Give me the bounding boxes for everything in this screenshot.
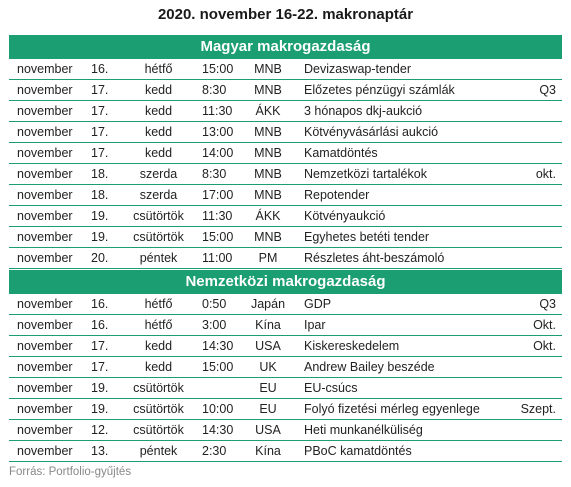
month-cell: november	[9, 420, 85, 441]
table-row	[9, 248, 562, 269]
month-cell: november	[9, 399, 85, 420]
source-cell: MNB	[246, 122, 290, 143]
day-cell: 16.	[85, 59, 121, 80]
period-cell	[502, 357, 562, 378]
table-row	[9, 441, 562, 462]
table-row	[9, 59, 562, 80]
table-row	[9, 80, 562, 101]
day-cell: 16.	[85, 294, 121, 315]
time-cell: 11:30	[196, 101, 246, 122]
weekday-cell: hétfő	[121, 59, 196, 80]
event-cell: Repotender	[290, 185, 502, 206]
month-cell: november	[9, 164, 85, 185]
weekday-cell: péntek	[121, 441, 196, 462]
period-cell	[502, 248, 562, 269]
time-cell: 2:30	[196, 441, 246, 462]
source-cell: MNB	[246, 80, 290, 101]
weekday-cell: kedd	[121, 101, 196, 122]
weekday-cell: kedd	[121, 143, 196, 164]
source-cell: ÁKK	[246, 101, 290, 122]
month-cell: november	[9, 441, 85, 462]
period-cell	[502, 206, 562, 227]
table-body	[9, 294, 562, 462]
table-row	[9, 294, 562, 315]
event-cell: Kiskereskedelem	[290, 336, 502, 357]
event-cell: Kamatdöntés	[290, 143, 502, 164]
weekday-cell: szerda	[121, 164, 196, 185]
month-cell: november	[9, 185, 85, 206]
table-row	[9, 185, 562, 206]
weekday-cell: hétfő	[121, 294, 196, 315]
source-cell: ÁKK	[246, 206, 290, 227]
month-cell: november	[9, 227, 85, 248]
source-cell: USA	[246, 420, 290, 441]
month-cell: november	[9, 315, 85, 336]
event-cell: EU-csúcs	[290, 378, 502, 399]
time-cell: 15:00	[196, 59, 246, 80]
source-cell: PM	[246, 248, 290, 269]
day-cell: 18.	[85, 185, 121, 206]
table-row	[9, 101, 562, 122]
weekday-cell: kedd	[121, 80, 196, 101]
day-cell: 16.	[85, 315, 121, 336]
day-cell: 17.	[85, 336, 121, 357]
time-cell: 11:00	[196, 248, 246, 269]
month-cell: november	[9, 294, 85, 315]
table-row	[9, 143, 562, 164]
day-cell: 19.	[85, 206, 121, 227]
time-cell: 13:00	[196, 122, 246, 143]
source-note: Forrás: Portfolio-gyűjtés	[9, 466, 132, 478]
day-cell: 17.	[85, 122, 121, 143]
section-header-international: Nemzetközi makrogazdaság	[9, 270, 562, 294]
day-cell: 19.	[85, 227, 121, 248]
time-cell: 8:30	[196, 164, 246, 185]
month-cell: november	[9, 378, 85, 399]
time-cell	[196, 378, 246, 399]
period-cell: Q3	[502, 80, 562, 101]
event-cell: Nemzetközi tartalékok	[290, 164, 502, 185]
time-cell: 14:00	[196, 143, 246, 164]
source-cell: USA	[246, 336, 290, 357]
weekday-cell: csütörtök	[121, 227, 196, 248]
source-cell: MNB	[246, 143, 290, 164]
time-cell: 17:00	[196, 185, 246, 206]
month-cell: november	[9, 59, 85, 80]
weekday-cell: kedd	[121, 357, 196, 378]
day-cell: 17.	[85, 143, 121, 164]
period-cell	[502, 420, 562, 441]
source-cell: Japán	[246, 294, 290, 315]
event-cell: Kötvényvásárlási aukció	[290, 122, 502, 143]
time-cell: 8:30	[196, 80, 246, 101]
time-cell: 15:00	[196, 357, 246, 378]
time-cell: 11:30	[196, 206, 246, 227]
source-cell: UK	[246, 357, 290, 378]
source-cell: EU	[246, 399, 290, 420]
hungarian-macro-table	[9, 59, 562, 269]
time-cell: 0:50	[196, 294, 246, 315]
weekday-cell: csütörtök	[121, 206, 196, 227]
time-cell: 3:00	[196, 315, 246, 336]
day-cell: 20.	[85, 248, 121, 269]
weekday-cell: kedd	[121, 122, 196, 143]
day-cell: 17.	[85, 101, 121, 122]
event-cell: Folyó fizetési mérleg egyenlege	[290, 399, 502, 420]
table-row	[9, 315, 562, 336]
month-cell: november	[9, 336, 85, 357]
period-cell	[502, 122, 562, 143]
month-cell: november	[9, 206, 85, 227]
day-cell: 17.	[85, 80, 121, 101]
day-cell: 19.	[85, 378, 121, 399]
weekday-cell: csütörtök	[121, 399, 196, 420]
month-cell: november	[9, 248, 85, 269]
event-cell: Ipar	[290, 315, 502, 336]
period-cell: Okt.	[502, 315, 562, 336]
event-cell: 3 hónapos dkj-aukció	[290, 101, 502, 122]
event-cell: Előzetes pénzügyi számlák	[290, 80, 502, 101]
event-cell: Devizaswap-tender	[290, 59, 502, 80]
event-cell: Kötvényaukció	[290, 206, 502, 227]
event-cell: Egyhetes betéti tender	[290, 227, 502, 248]
time-cell: 10:00	[196, 399, 246, 420]
period-cell: Okt.	[502, 336, 562, 357]
weekday-cell: szerda	[121, 185, 196, 206]
source-cell: EU	[246, 378, 290, 399]
month-cell: november	[9, 122, 85, 143]
day-cell: 12.	[85, 420, 121, 441]
event-cell: Heti munkanélküliség	[290, 420, 502, 441]
period-cell: okt.	[502, 164, 562, 185]
event-cell: Andrew Bailey beszéde	[290, 357, 502, 378]
source-cell: Kína	[246, 441, 290, 462]
table-row	[9, 357, 562, 378]
period-cell	[502, 59, 562, 80]
table-row	[9, 122, 562, 143]
weekday-cell: kedd	[121, 336, 196, 357]
period-cell	[502, 143, 562, 164]
day-cell: 17.	[85, 357, 121, 378]
table-row	[9, 206, 562, 227]
source-cell: MNB	[246, 59, 290, 80]
table-row	[9, 420, 562, 441]
weekday-cell: hétfő	[121, 315, 196, 336]
table-body	[9, 59, 562, 269]
table-row	[9, 378, 562, 399]
table-row	[9, 399, 562, 420]
source-cell: Kína	[246, 315, 290, 336]
table-row	[9, 336, 562, 357]
weekday-cell: péntek	[121, 248, 196, 269]
table-row	[9, 227, 562, 248]
event-cell: PBoC kamatdöntés	[290, 441, 502, 462]
period-cell	[502, 441, 562, 462]
period-cell: Szept.	[502, 399, 562, 420]
period-cell: Q3	[502, 294, 562, 315]
month-cell: november	[9, 357, 85, 378]
month-cell: november	[9, 80, 85, 101]
table-row	[9, 164, 562, 185]
day-cell: 19.	[85, 399, 121, 420]
period-cell	[502, 227, 562, 248]
time-cell: 14:30	[196, 336, 246, 357]
event-cell: GDP	[290, 294, 502, 315]
day-cell: 18.	[85, 164, 121, 185]
time-cell: 15:00	[196, 227, 246, 248]
event-cell: Részletes áht-beszámoló	[290, 248, 502, 269]
period-cell	[502, 378, 562, 399]
weekday-cell: csütörtök	[121, 378, 196, 399]
source-cell: MNB	[246, 164, 290, 185]
section-header-hungarian: Magyar makrogazdaság	[9, 35, 562, 59]
source-cell: MNB	[246, 185, 290, 206]
day-cell: 13.	[85, 441, 121, 462]
period-cell	[502, 185, 562, 206]
international-macro-table	[9, 294, 562, 462]
period-cell	[502, 101, 562, 122]
month-cell: november	[9, 101, 85, 122]
month-cell: november	[9, 143, 85, 164]
source-cell: MNB	[246, 227, 290, 248]
time-cell: 14:30	[196, 420, 246, 441]
page-title: 2020. november 16-22. makronaptár	[157, 6, 414, 23]
weekday-cell: csütörtök	[121, 420, 196, 441]
